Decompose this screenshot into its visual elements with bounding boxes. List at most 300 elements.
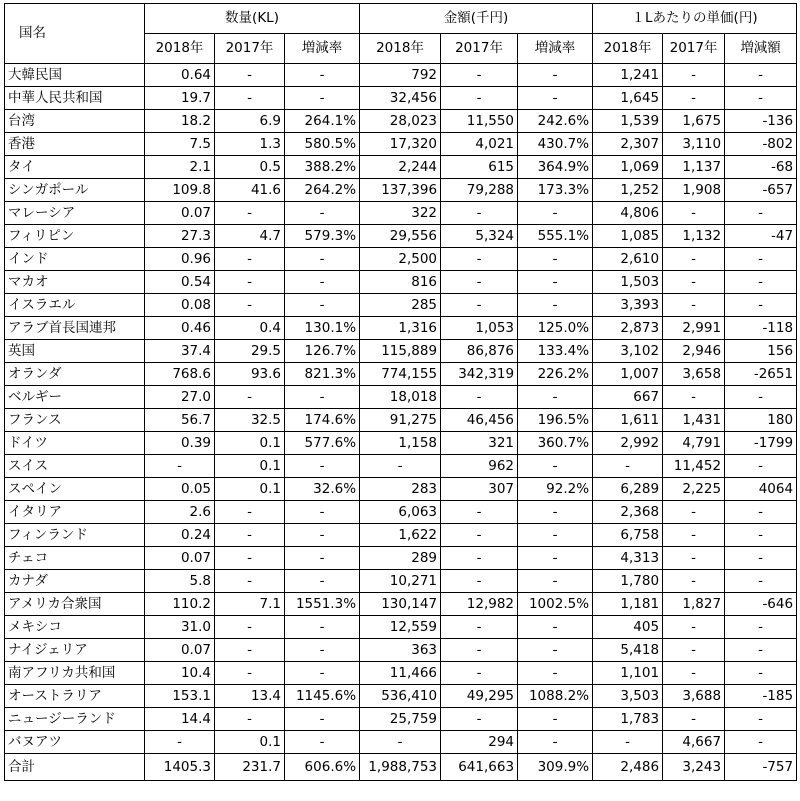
country-cell: 英国: [5, 340, 145, 363]
table-row: [5, 662, 797, 685]
value-cell: 29.5: [215, 340, 285, 363]
value-cell: 536,410: [360, 685, 441, 708]
value-cell: -: [663, 524, 725, 547]
value-cell: -: [725, 708, 797, 731]
value-cell: -: [518, 271, 593, 294]
value-cell: 1,503: [593, 271, 663, 294]
value-cell: -: [725, 271, 797, 294]
value-cell: 0.07: [145, 639, 215, 662]
value-cell: 2,244: [360, 156, 441, 179]
country-cell: 南アフリカ共和国: [5, 662, 145, 685]
country-cell: シンガポール: [5, 179, 145, 202]
value-cell: -: [215, 271, 285, 294]
value-cell: -: [215, 64, 285, 87]
table-body: [5, 64, 797, 781]
value-cell: 4,667: [663, 731, 725, 754]
value-cell: -: [215, 616, 285, 639]
value-cell: -: [441, 64, 518, 87]
value-cell: -: [215, 547, 285, 570]
table-row: [5, 110, 797, 133]
value-cell: 10,271: [360, 570, 441, 593]
value-cell: -: [663, 271, 725, 294]
value-cell: 294: [441, 731, 518, 754]
value-cell: -: [725, 731, 797, 754]
value-cell: 768.6: [145, 363, 215, 386]
value-cell: 1,908: [663, 179, 725, 202]
table-row: [5, 386, 797, 409]
value-cell: -: [285, 639, 360, 662]
value-cell: -757: [725, 754, 797, 781]
table-row: [5, 455, 797, 478]
value-cell: 6,063: [360, 501, 441, 524]
value-cell: -: [285, 547, 360, 570]
value-cell: 133.4%: [518, 340, 593, 363]
value-cell: 1,053: [441, 317, 518, 340]
value-cell: -: [145, 731, 215, 754]
value-cell: -: [285, 570, 360, 593]
value-cell: -: [725, 662, 797, 685]
country-cell: インド: [5, 248, 145, 271]
value-cell: 1,132: [663, 225, 725, 248]
value-cell: 2,225: [663, 478, 725, 501]
value-cell: -: [441, 524, 518, 547]
value-cell: 174.6%: [285, 409, 360, 432]
value-cell: -646: [725, 593, 797, 616]
header-group-row: [5, 4, 797, 34]
value-cell: 289: [360, 547, 441, 570]
value-cell: 1088.2%: [518, 685, 593, 708]
value-cell: -: [441, 708, 518, 731]
country-cell: ドイツ: [5, 432, 145, 455]
value-cell: -: [663, 662, 725, 685]
value-cell: 18.2: [145, 110, 215, 133]
value-cell: 10.4: [145, 662, 215, 685]
value-cell: -47: [725, 225, 797, 248]
value-cell: 3,243: [663, 754, 725, 781]
value-cell: -: [285, 731, 360, 754]
value-cell: 5,418: [593, 639, 663, 662]
value-cell: -: [285, 708, 360, 731]
value-cell: -: [441, 202, 518, 225]
value-cell: 1,069: [593, 156, 663, 179]
value-cell: -: [215, 570, 285, 593]
value-cell: 322: [360, 202, 441, 225]
value-cell: 12,559: [360, 616, 441, 639]
value-cell: -: [518, 64, 593, 87]
table-row: [5, 202, 797, 225]
value-cell: -: [441, 662, 518, 685]
value-cell: -: [441, 639, 518, 662]
value-cell: 1,181: [593, 593, 663, 616]
value-cell: -: [441, 616, 518, 639]
table-row: [5, 685, 797, 708]
value-cell: 580.5%: [285, 133, 360, 156]
table-row: [5, 501, 797, 524]
value-cell: -: [518, 547, 593, 570]
country-cell: マカオ: [5, 271, 145, 294]
total-row: [5, 754, 797, 781]
country-cell: オランダ: [5, 363, 145, 386]
country-cell: チェコ: [5, 547, 145, 570]
value-cell: 13.4: [215, 685, 285, 708]
value-cell: -: [663, 202, 725, 225]
value-cell: 14.4: [145, 708, 215, 731]
value-cell: 4064: [725, 478, 797, 501]
value-cell: 0.64: [145, 64, 215, 87]
value-cell: 0.05: [145, 478, 215, 501]
value-cell: 264.2%: [285, 179, 360, 202]
value-cell: -: [360, 731, 441, 754]
table-row: [5, 731, 797, 754]
value-cell: -: [518, 708, 593, 731]
value-cell: -: [663, 501, 725, 524]
value-cell: 1002.5%: [518, 593, 593, 616]
value-cell: -: [663, 87, 725, 110]
value-cell: -: [725, 547, 797, 570]
value-cell: 1,780: [593, 570, 663, 593]
table-row: [5, 317, 797, 340]
sub-header: 2017年: [663, 34, 725, 64]
value-cell: -: [518, 570, 593, 593]
value-cell: -: [441, 547, 518, 570]
value-cell: 49,295: [441, 685, 518, 708]
value-cell: 17,320: [360, 133, 441, 156]
value-cell: 816: [360, 271, 441, 294]
value-cell: 41.6: [215, 179, 285, 202]
value-cell: -: [441, 386, 518, 409]
value-cell: 3,658: [663, 363, 725, 386]
value-cell: 3,688: [663, 685, 725, 708]
value-cell: -: [285, 616, 360, 639]
value-cell: -: [725, 639, 797, 662]
table-row: [5, 570, 797, 593]
value-cell: 32.5: [215, 409, 285, 432]
value-cell: -: [518, 455, 593, 478]
table-row: [5, 616, 797, 639]
value-cell: -: [215, 202, 285, 225]
value-cell: -: [518, 87, 593, 110]
value-cell: 1,101: [593, 662, 663, 685]
value-cell: 93.6: [215, 363, 285, 386]
value-cell: 2,992: [593, 432, 663, 455]
value-cell: 25,759: [360, 708, 441, 731]
value-cell: -: [663, 386, 725, 409]
value-cell: -2651: [725, 363, 797, 386]
value-cell: 1,241: [593, 64, 663, 87]
value-cell: 2,946: [663, 340, 725, 363]
value-cell: -: [441, 271, 518, 294]
country-cell: フィンランド: [5, 524, 145, 547]
value-cell: -: [285, 202, 360, 225]
value-cell: -: [518, 639, 593, 662]
value-cell: 0.1: [215, 455, 285, 478]
value-cell: 32,456: [360, 87, 441, 110]
value-cell: -: [360, 455, 441, 478]
value-cell: 0.07: [145, 547, 215, 570]
value-cell: 19.7: [145, 87, 215, 110]
table-row: [5, 179, 797, 202]
value-cell: 360.7%: [518, 432, 593, 455]
value-cell: 1,007: [593, 363, 663, 386]
value-cell: 579.3%: [285, 225, 360, 248]
value-cell: -: [441, 501, 518, 524]
table-header: [5, 4, 797, 64]
value-cell: -: [441, 248, 518, 271]
value-cell: 125.0%: [518, 317, 593, 340]
value-cell: 1,622: [360, 524, 441, 547]
value-cell: -: [215, 662, 285, 685]
value-cell: -: [441, 87, 518, 110]
value-cell: 109.8: [145, 179, 215, 202]
value-cell: -: [215, 248, 285, 271]
value-cell: 1,085: [593, 225, 663, 248]
value-cell: 4,791: [663, 432, 725, 455]
value-cell: 3,102: [593, 340, 663, 363]
value-cell: 92.2%: [518, 478, 593, 501]
value-cell: 0.39: [145, 432, 215, 455]
value-cell: 1,783: [593, 708, 663, 731]
country-cell: イスラエル: [5, 294, 145, 317]
value-cell: 615: [441, 156, 518, 179]
value-cell: 86,876: [441, 340, 518, 363]
value-cell: -: [145, 455, 215, 478]
export-table-container: [4, 3, 796, 797]
table-row: [5, 478, 797, 501]
value-cell: 283: [360, 478, 441, 501]
value-cell: 0.46: [145, 317, 215, 340]
country-cell: スイス: [5, 455, 145, 478]
value-cell: -: [285, 87, 360, 110]
value-cell: -: [285, 294, 360, 317]
value-cell: -185: [725, 685, 797, 708]
value-cell: -: [518, 294, 593, 317]
value-cell: 31.0: [145, 616, 215, 639]
value-cell: 156: [725, 340, 797, 363]
country-cell: 中華人民共和国: [5, 87, 145, 110]
value-cell: -: [215, 708, 285, 731]
value-cell: -68: [725, 156, 797, 179]
value-cell: 1,252: [593, 179, 663, 202]
value-cell: 2,873: [593, 317, 663, 340]
value-cell: 28,023: [360, 110, 441, 133]
table-row: [5, 64, 797, 87]
value-cell: 0.54: [145, 271, 215, 294]
value-cell: 18,018: [360, 386, 441, 409]
value-cell: 130.1%: [285, 317, 360, 340]
value-cell: -: [441, 294, 518, 317]
value-cell: 1551.3%: [285, 593, 360, 616]
value-cell: -: [285, 248, 360, 271]
value-cell: 1,316: [360, 317, 441, 340]
value-cell: -: [593, 731, 663, 754]
value-cell: 91,275: [360, 409, 441, 432]
value-cell: 792: [360, 64, 441, 87]
value-cell: 2,500: [360, 248, 441, 271]
sub-header: 2017年: [441, 34, 518, 64]
value-cell: -: [725, 501, 797, 524]
value-cell: -: [518, 524, 593, 547]
value-cell: 137,396: [360, 179, 441, 202]
value-cell: 6,289: [593, 478, 663, 501]
value-cell: -: [663, 708, 725, 731]
value-cell: 126.7%: [285, 340, 360, 363]
country-cell: ニュージーランド: [5, 708, 145, 731]
value-cell: 1,611: [593, 409, 663, 432]
value-cell: -: [725, 616, 797, 639]
value-cell: 264.1%: [285, 110, 360, 133]
value-cell: -: [518, 202, 593, 225]
value-cell: 0.4: [215, 317, 285, 340]
table-row: [5, 639, 797, 662]
table-row: [5, 133, 797, 156]
value-cell: -: [518, 501, 593, 524]
table-row: [5, 87, 797, 110]
value-cell: -: [518, 731, 593, 754]
value-cell: -: [663, 547, 725, 570]
value-cell: 0.07: [145, 202, 215, 225]
country-cell: ナイジェリア: [5, 639, 145, 662]
value-cell: -: [518, 662, 593, 685]
value-cell: 4,313: [593, 547, 663, 570]
value-cell: -657: [725, 179, 797, 202]
value-cell: -: [285, 501, 360, 524]
value-cell: 56.7: [145, 409, 215, 432]
value-cell: 2.6: [145, 501, 215, 524]
table-row: [5, 363, 797, 386]
sub-header: 2018年: [360, 34, 441, 64]
value-cell: 196.5%: [518, 409, 593, 432]
value-cell: -: [441, 570, 518, 593]
value-cell: 577.6%: [285, 432, 360, 455]
value-cell: 1,158: [360, 432, 441, 455]
value-cell: 430.7%: [518, 133, 593, 156]
value-cell: 2,368: [593, 501, 663, 524]
value-cell: 173.3%: [518, 179, 593, 202]
value-cell: 4.7: [215, 225, 285, 248]
value-cell: 29,556: [360, 225, 441, 248]
sub-header: 2018年: [593, 34, 663, 64]
value-cell: 11,550: [441, 110, 518, 133]
value-cell: 364.9%: [518, 156, 593, 179]
value-cell: -: [663, 294, 725, 317]
value-cell: 130,147: [360, 593, 441, 616]
value-cell: 2,991: [663, 317, 725, 340]
value-cell: 46,456: [441, 409, 518, 432]
value-cell: 3,503: [593, 685, 663, 708]
table-row: [5, 271, 797, 294]
table-row: [5, 432, 797, 455]
value-cell: 309.9%: [518, 754, 593, 781]
country-cell: フランス: [5, 409, 145, 432]
value-cell: 0.1: [215, 731, 285, 754]
value-cell: 11,466: [360, 662, 441, 685]
value-cell: 667: [593, 386, 663, 409]
value-cell: 405: [593, 616, 663, 639]
country-cell: カナダ: [5, 570, 145, 593]
value-cell: 1,675: [663, 110, 725, 133]
value-cell: 641,663: [441, 754, 518, 781]
sub-header: 2018年: [145, 34, 215, 64]
value-cell: 11,452: [663, 455, 725, 478]
table-row: [5, 340, 797, 363]
value-cell: -: [285, 524, 360, 547]
value-cell: -: [215, 639, 285, 662]
value-cell: 1,827: [663, 593, 725, 616]
value-cell: 4,806: [593, 202, 663, 225]
value-cell: -: [725, 524, 797, 547]
value-cell: 2.1: [145, 156, 215, 179]
value-cell: 0.1: [215, 478, 285, 501]
value-cell: -: [663, 639, 725, 662]
value-cell: 0.96: [145, 248, 215, 271]
value-cell: 110.2: [145, 593, 215, 616]
value-cell: 1405.3: [145, 754, 215, 781]
export-price-table: [4, 3, 797, 781]
value-cell: -1799: [725, 432, 797, 455]
table-row: [5, 409, 797, 432]
sub-header: 増減額: [725, 34, 797, 64]
value-cell: 0.5: [215, 156, 285, 179]
value-cell: 12,982: [441, 593, 518, 616]
country-cell: アラブ首長国連邦: [5, 317, 145, 340]
country-cell: イタリア: [5, 501, 145, 524]
value-cell: 962: [441, 455, 518, 478]
value-cell: -: [663, 616, 725, 639]
value-cell: 27.0: [145, 386, 215, 409]
country-cell: ベルギー: [5, 386, 145, 409]
value-cell: 0.1: [215, 432, 285, 455]
amount-group-header: 金額(千円): [360, 4, 593, 34]
sub-header: 2017年: [215, 34, 285, 64]
sub-header: 増減率: [285, 34, 360, 64]
value-cell: 0.08: [145, 294, 215, 317]
value-cell: -: [215, 87, 285, 110]
value-cell: 1,137: [663, 156, 725, 179]
table-row: [5, 708, 797, 731]
value-cell: 1,645: [593, 87, 663, 110]
sub-header: 増減率: [518, 34, 593, 64]
value-cell: 606.6%: [285, 754, 360, 781]
value-cell: 32.6%: [285, 478, 360, 501]
value-cell: -: [285, 64, 360, 87]
value-cell: 231.7: [215, 754, 285, 781]
value-cell: -: [725, 64, 797, 87]
value-cell: 1.3: [215, 133, 285, 156]
table-row: [5, 524, 797, 547]
value-cell: 7.1: [215, 593, 285, 616]
value-cell: 79,288: [441, 179, 518, 202]
country-cell: 大韓民国: [5, 64, 145, 87]
value-cell: 37.4: [145, 340, 215, 363]
value-cell: 342,319: [441, 363, 518, 386]
value-cell: 27.3: [145, 225, 215, 248]
value-cell: -: [285, 271, 360, 294]
value-cell: 5.8: [145, 570, 215, 593]
country-cell: スペイン: [5, 478, 145, 501]
country-cell: フィリピン: [5, 225, 145, 248]
value-cell: -: [725, 248, 797, 271]
value-cell: 7.5: [145, 133, 215, 156]
value-cell: 388.2%: [285, 156, 360, 179]
value-cell: 6,758: [593, 524, 663, 547]
value-cell: 4,021: [441, 133, 518, 156]
value-cell: -: [215, 524, 285, 547]
value-cell: -: [215, 501, 285, 524]
country-cell: 台湾: [5, 110, 145, 133]
value-cell: 1145.6%: [285, 685, 360, 708]
value-cell: -: [725, 570, 797, 593]
country-cell: バヌアツ: [5, 731, 145, 754]
